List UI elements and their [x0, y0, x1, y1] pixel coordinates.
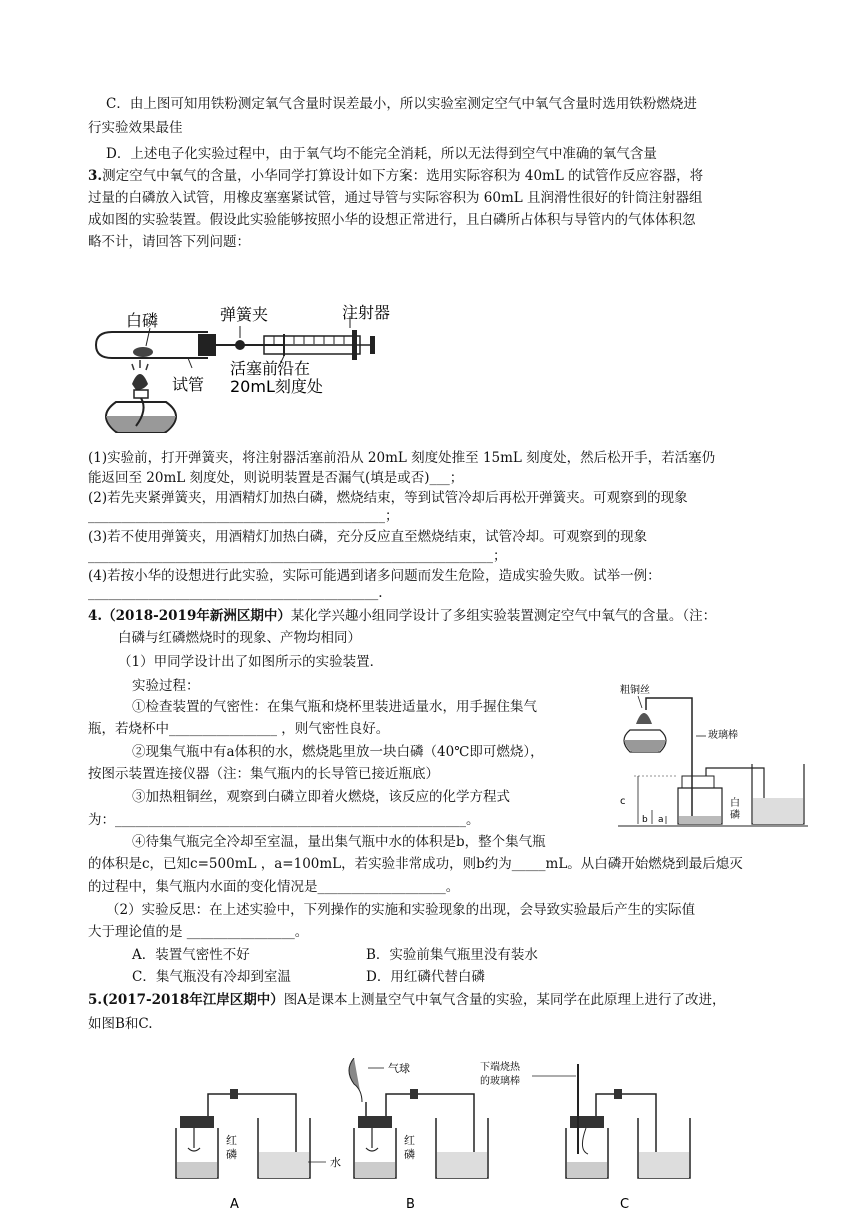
q3-syringe-apparatus-figure: [88, 298, 408, 450]
q3-sub3-answer: ____________________________________________________________；: [88, 548, 507, 564]
q4-step1-line1: ①检查装置的气密性：在集气瓶和烧杯里装进适量水，用手握住集气: [132, 699, 537, 715]
q5-heading: 5.(2017-2018年江岸区期中）图A是课本上测量空气中氧气含量的实验，某同学在此原理上进行了改进，: [88, 992, 726, 1008]
q4-part2-line2: 大于理论值的是 ________________。: [88, 924, 309, 940]
label-heated-rod-1: 下端烧热: [480, 1062, 520, 1073]
q3-sub3-line1: (3)若不使用弹簧夹，用酒精灯加热白磷，充分反应直至燃烧结束，试管冷却。可观察到的现象: [88, 529, 648, 545]
q3-sub4-line1: (4)若按小华的设想进行此实验，实际可能遇到诸多问题而发生危险，造成实验失败。试举一例：: [88, 568, 661, 584]
label-volume-b: b: [642, 815, 648, 825]
label-white-1: 白: [730, 798, 740, 809]
q2-option-c-line2: 行实验效果最佳: [88, 120, 183, 136]
q4-part1: （1）甲同学设计出了如图所示的实验装置．: [118, 654, 384, 670]
rubber-stopper: [198, 334, 216, 356]
q2-option-c-line1: C．由上图可知用铁粉测定氧气含量时误差最小，所以实验室测定空气中氧气含量时选用铁粉燃烧进: [106, 96, 697, 112]
apparatus-a: [176, 1089, 341, 1212]
q5-line2: 如图B和C.: [88, 1016, 153, 1032]
q4-gas-jar-apparatus-figure: [608, 680, 812, 830]
q3-sub2-answer: ____________________________________________；: [88, 508, 399, 524]
q4-step3-line1: ③加热粗铜丝，观察到白磷立即着火燃烧，该反应的化学方程式: [132, 789, 510, 805]
q4-step3-line2: 为：____________________________________________________。: [88, 812, 480, 828]
label-a-red-1: 红: [226, 1134, 237, 1147]
q3-sub4-answer: ___________________________________________.: [88, 585, 383, 601]
q4-heading: 4.（2018-2019年新洲区期中）某化学兴趣小组同学设计了多组实验装置测定空气中氧气的含量。（注：: [88, 608, 717, 624]
label-b: B: [406, 1197, 415, 1212]
q4-option-c: C．集气瓶没有冷却到室温: [132, 969, 291, 985]
label-copper-wire: 粗铜丝: [620, 685, 650, 696]
q5-abc-apparatus-figure: [158, 1058, 698, 1214]
label-piston-1: 活塞前沿在: [230, 359, 311, 378]
label-a: A: [230, 1197, 239, 1212]
label-volume-c: c: [620, 796, 626, 807]
q4-option-a: A．装置气密性不好: [132, 947, 250, 963]
label-syringe: 注射器: [342, 303, 391, 322]
label-spring-clamp: 弹簧夹: [220, 305, 269, 324]
q4-option-b: B．实验前集气瓶里没有装水: [366, 947, 538, 963]
q4-step4-line2: 的体积是c，已知c=500mL ，a=100mL，若实验非常成功，则b约为_____mL。从白磷开始燃烧到最后熄灭: [88, 856, 743, 872]
q3-sub2-line1: (2)若先夹紧弹簧夹，用酒精灯加热白磷，燃烧结束，等到试管冷却后再松开弹簧夹。可观察到的现象: [88, 490, 688, 506]
q4-step4-line1: ④待集气瓶完全冷却至室温，量出集气瓶中水的体积是b，整个集气瓶: [132, 834, 546, 850]
label-water: 水: [330, 1156, 341, 1169]
q3-sub1-line2: 能返回至 20mL 刻度处，则说明装置是否漏气(填是或否)___；: [88, 470, 464, 486]
label-a-red-2: 磷: [226, 1148, 237, 1161]
label-white-2: 磷: [730, 810, 740, 821]
q4-step1-line2: 瓶，若烧杯中________________ ，则气密性良好。: [88, 721, 390, 737]
label-volume-a: a: [658, 815, 664, 825]
q4-process-label: 实验过程：: [132, 678, 200, 694]
label-b-red-1: 红: [404, 1134, 415, 1147]
white-phosphorus: [133, 347, 153, 357]
q2-option-d: D．上述电子化实验过程中，由于氧气均不能完全消耗，所以无法得到空气中准确的氧气含量: [106, 146, 657, 162]
q3-paragraph-1: 3.测定空气中氧气的含量，小华同学打算设计如下方案：选用实际容积为 40mL 的试管作反应容器，将: [88, 168, 704, 184]
label-balloon: 气球: [388, 1062, 410, 1075]
q3-paragraph-4: 略不计，请回答下列问题：: [88, 234, 250, 250]
q4-step2-line1: ②现集气瓶中有a体积的水，燃烧匙里放一块白磷（40℃即可燃烧），: [132, 744, 544, 760]
q3-paragraph-3: 成如图的实验装置。假设此实验能够按照小华的设想正常进行，且白磷所占体积与导管内的气体体积忽: [88, 212, 696, 228]
label-test-tube: 试管: [172, 375, 205, 394]
q3-paragraph-2: 过量的白磷放入试管，用橡皮塞塞紧试管，通过导管与实际容积为 60mL 且润滑性很好的针筒注射器组: [88, 190, 703, 206]
apparatus-b: [349, 1058, 488, 1212]
q4-step2-line2: 按图示装置连接仪器（注：集气瓶内的长导管已接近瓶底）: [88, 766, 439, 782]
label-glass-rod: 玻璃棒: [708, 730, 738, 741]
q3-sub1-line1: (1)实验前，打开弹簧夹，将注射器活塞前沿从 20mL 刻度处推至 15mL 刻度处，然后松开手，若活塞仍: [88, 450, 716, 466]
q4-note: 白磷与红磷燃烧时的现象、产物均相同）: [118, 630, 361, 646]
label-c: C: [620, 1197, 630, 1212]
label-white-phosphorus: 白磷: [126, 311, 159, 330]
q4-option-d: D．用红磷代替白磷: [366, 969, 485, 985]
q4-part2-line1: （2）实验反思：在上述实验中，下列操作的实施和实验现象的出现，会导致实验最后产生的实际值: [106, 902, 696, 918]
label-heated-rod-2: 的玻璃棒: [480, 1076, 520, 1087]
label-b-red-2: 磷: [404, 1148, 415, 1161]
label-piston-2: 20mL刻度处: [230, 377, 323, 396]
q4-step4-line3: 的过程中，集气瓶内水面的变化情况是___________________。: [88, 879, 460, 895]
apparatus-c: [480, 1060, 690, 1212]
